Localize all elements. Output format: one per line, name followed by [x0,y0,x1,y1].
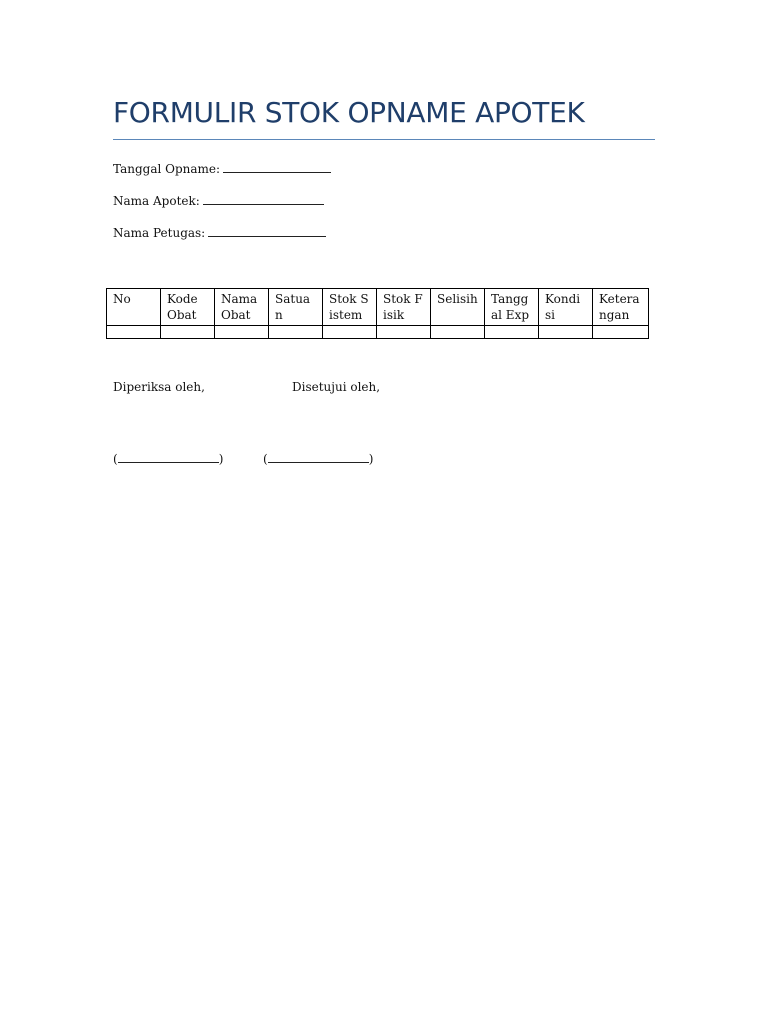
checked-by-signature-line [113,451,223,466]
close-paren: ) [368,452,374,466]
table-cell [269,326,323,339]
table-cell [485,326,539,339]
column-header: Tanggal Exp [485,289,539,326]
column-header: Stok Sistem [323,289,377,326]
table-cell [323,326,377,339]
table-row [107,326,649,339]
title-underline [113,139,655,140]
close-paren: ) [218,452,224,466]
fill-in-blank [203,193,324,205]
column-header: Selisih [431,289,485,326]
column-header: No [107,289,161,326]
table-header-row [107,289,649,326]
stock-table [106,288,649,339]
field-label: Nama Apotek: [113,194,200,208]
signature-blank [118,451,219,463]
column-header: Keterangan [593,289,649,326]
table-cell [377,326,431,339]
fill-in-blank [208,225,326,237]
table-cell [593,326,649,339]
checked-by-label: Diperiksa oleh, [113,380,205,394]
field-label: Tanggal Opname: [113,162,221,176]
table-cell [431,326,485,339]
approved-by-label: Disetujui oleh, [292,380,381,394]
column-header: Kondisi [539,289,593,326]
table-cell [215,326,269,339]
field-tanggal-opname [113,161,331,176]
open-paren: ( [113,452,118,466]
column-header: Stok Fisik [377,289,431,326]
table-cell [539,326,593,339]
column-header: Kode Obat [161,289,215,326]
approved-by-signature-line [263,451,373,466]
page-title: FORMULIR STOK OPNAME APOTEK [113,96,585,129]
fill-in-blank [223,161,331,173]
table-cell [161,326,215,339]
field-label: Nama Petugas: [113,226,206,240]
column-header: Satuan [269,289,323,326]
column-header: Nama Obat [215,289,269,326]
signature-blank [268,451,369,463]
field-nama-apotek [113,193,324,208]
table-cell [107,326,161,339]
field-nama-petugas [113,225,326,240]
open-paren: ( [263,452,268,466]
